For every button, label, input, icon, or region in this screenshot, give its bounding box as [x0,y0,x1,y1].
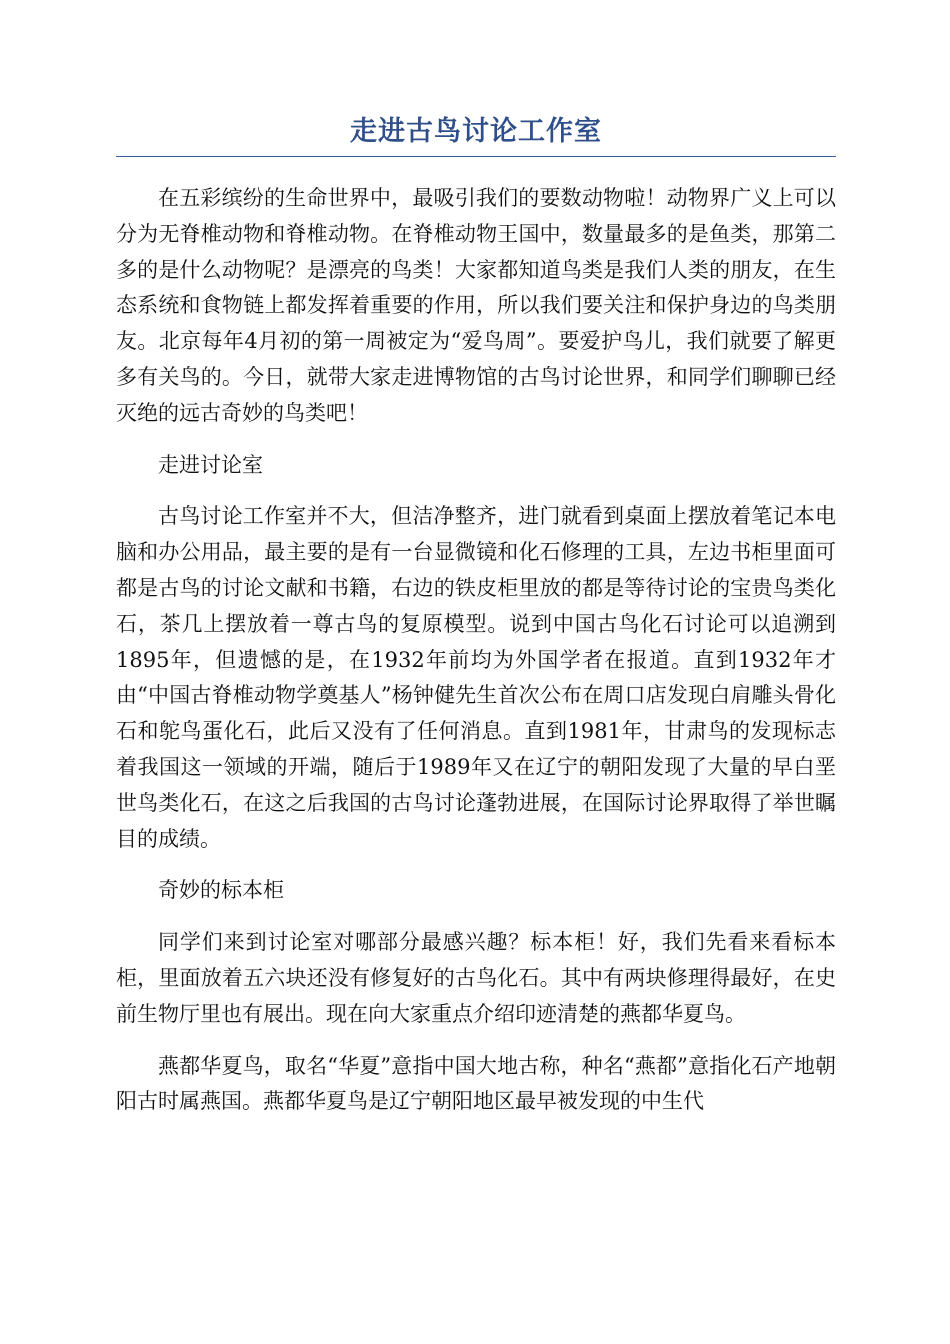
paragraph-specimen-cabinet: 同学们来到讨论室对哪部分最感兴趣？标本柜！好，我们先看来看标本柜，里面放着五六块还没有修复好的古鸟化石。其中有两块修理得最好，在史前生物厅里也有展出。现在向大家重点介绍印迹清楚的燕都华夏鸟。 [116,930,836,1026]
section-heading-enter-room: 走进讨论室 [158,452,263,477]
section-heading-specimen-cabinet: 奇妙的标本柜 [158,878,284,903]
paragraph-room-description: 古鸟讨论工作室并不大，但洁净整齐，进门就看到桌面上摆放着笔记本电脑和办公用品，最主要的是有一台显微镜和化石修理的工具，左边书柜里面可都是古鸟的讨论文献和书籍，右边的铁皮柜里放的都是等待讨论的宝贵鸟类化石，茶几上摆放着一尊古鸟的复原模型。说到中国古鸟化石讨论可以追溯到1895年，但遗憾的是，在1932年前均为外国学者在报道。直到1932年才由“中国古脊椎动物学奠基人”杨钟健先生首次公布在周口店发现白肩雕头骨化石和鸵鸟蛋化石，此后又没有了任何消息。直到1981年，甘肃鸟的发现标志着我国这一领域的开端，随后于1989年又在辽宁的朝阳发现了大量的早白垩世鸟类化石，在这之后我国的古鸟讨论蓬勃进展，在国际讨论界取得了举世瞩目的成绩。 [116,504,836,851]
document-title: 走进古鸟讨论工作室 [116,110,836,157]
document-body [116,181,836,1120]
paragraph-yandu-huaxia-bird: 燕都华夏鸟，取名“华夏”意指中国大地古称，种名“燕都”意指化石产地朝阳古时属燕国。燕都华夏鸟是辽宁朝阳地区最早被发现的中生代 [116,1053,836,1114]
paragraph-intro: 在五彩缤纷的生命世界中，最吸引我们的要数动物啦！动物界广义上可以分为无脊椎动物和脊椎动物。在脊椎动物王国中，数量最多的是鱼类，那第二多的是什么动物呢？是漂亮的鸟类！大家都知道鸟类是我们人类的朋友，在生态系统和食物链上都发挥着重要的作用，所以我们要关注和保护身边的鸟类朋友。北京每年4月初的第一周被定为“爱鸟周”。要爱护鸟儿，我们就要了解更多有关鸟的。今日，就带大家走进博物馆的古鸟讨论世界，和同学们聊聊已经灭绝的远古奇妙的鸟类吧！ [116,186,836,425]
document-page [116,110,836,1136]
